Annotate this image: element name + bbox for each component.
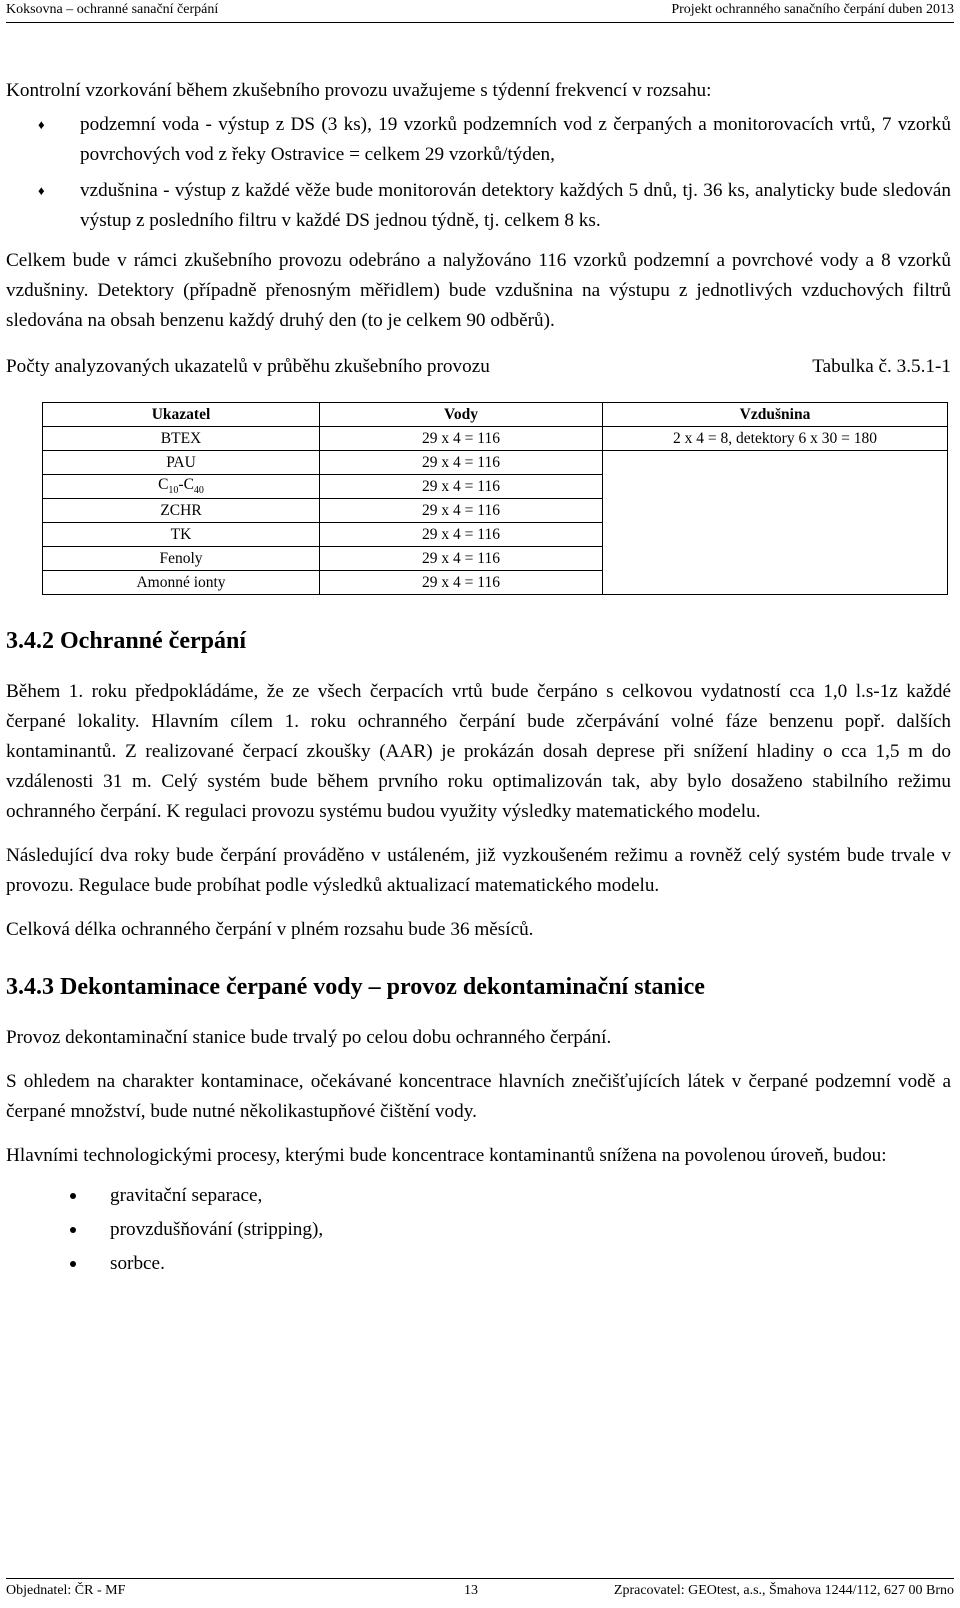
cell-vody: 29 x 4 = 116 [320,571,603,595]
bullet-dot-icon [70,1193,76,1199]
cell-vody: 29 x 4 = 116 [320,451,603,475]
footer-processor: Zpracovatel: GEOtest, a.s., Šmahova 1244/112, 627 00 Brno [613,1583,954,1598]
list-item: provzdušňování (stripping), [6,1213,951,1247]
cell-vzdusnina [603,475,948,499]
cell-ukazatel: Fenoly [43,547,320,571]
section-heading-343: 3.4.3 Dekontaminace čerpané vody – provoz dekontaminační stanice [6,974,705,1000]
table-caption [6,352,951,382]
process-list [6,1179,951,1281]
bullet-text: podzemní voda - výstup z DS (3 ks), 19 vzorků podzemních vod z čerpaných a monitorovacích vrtů, 7 vzorků povrchových vod z řeky Ostravice = celkem 29 vzorků/týden, [80,114,951,165]
table-row [43,451,948,475]
section-342-paragraph: Během 1. roku předpokládáme, že ze všech čerpacích vrtů bude čerpáno s celkovou vydatností cca 1,0 l.s-1z každé čerpané lokality. Hlavním cílem 1. roku ochranného čerpání bude zčerpávání volné fáze benzenu popř. dalších kontaminantů. Z realizované čerpací zkoušky (AAR) je prokázán dosah deprese při snížení hladiny o cca 1,5 m do vzdálenosti 31 m. Celý systém bude během prvního roku optimalizován tak, aby bylo dosaženo stabilního režimu ochranného čerpání. K regulaci provozu systému budou využity výsledky matematického modelu. [6,681,951,822]
cell-vody: 29 x 4 = 116 [320,499,603,523]
bullet-dot-icon [70,1227,76,1233]
diamond-bullet-icon: ♦ [38,117,45,132]
cell-vzdusnina: 2 x 4 = 8, detektory 6 x 30 = 180 [603,427,948,451]
section-342-paragraph: Celková délka ochranného čerpání v plném rozsahu bude 36 měsíců. [6,919,534,940]
cell-vzdusnina [603,547,948,571]
table-row [43,571,948,595]
cell-ukazatel: $C_{10}-C_{40}$ [43,475,320,499]
analysis-table [42,402,948,595]
section-343-paragraph: S ohledem na charakter kontaminace, očekávané koncentrace hlavních znečišťujících látek v čerpané podzemní vodě a čerpané množství, bude nutné několikastupňové čištění vody. [6,1071,951,1122]
page-number: 13 [464,1583,478,1598]
section-343-paragraph: Hlavními technologickými procesy, kterými bude koncentrace kontaminantů snížena na povolenou úroveň, budou: [6,1145,887,1166]
column-header: Vody [320,403,603,427]
table-row [43,427,948,451]
bullet-item [6,176,951,236]
bullet-text: vzdušnina - výstup z každé věže bude monitorován detektory každých 5 dnů, tj. 36 ks, analyticky bude sledován výstup z posledního filtru v každé DS jednou týdně, tj. celkem 8 ks. [80,180,951,231]
table-header-row [43,403,948,427]
cell-ukazatel: PAU [43,451,320,475]
page-content [6,76,951,1281]
table-row [43,523,948,547]
header-right: Projekt ochranného sanačního čerpání duben 2013 [671,2,954,17]
diamond-bullet-icon: ♦ [38,183,45,198]
section-343-paragraph: Provoz dekontaminační stanice bude trvalý po celou dobu ochranného čerpání. [6,1027,612,1048]
cell-vzdusnina [603,499,948,523]
page-header [6,0,954,23]
cell-ukazatel: TK [43,523,320,547]
cell-vzdusnina [603,571,948,595]
table-row [43,547,948,571]
cell-vody: 29 x 4 = 116 [320,475,603,499]
total-paragraph: Celkem bude v rámci zkušebního provozu odebráno a nalyžováno 116 vzorků podzemní a povrchové vody a 8 vzorků vzdušniny. Detektory (případně přenosným měřidlem) bude vzdušnina na výstupu z jednotlivých vzduchových filtrů sledována na obsah benzenu každý druhý den (to je celkem 90 odběrů). [6,250,951,331]
cell-ukazatel: Amonné ionty [43,571,320,595]
header-left: Koksovna – ochranné sanační čerpání [6,2,219,17]
table-caption-number: Tabulka č. 3.5.1-1 [812,356,951,377]
list-item: sorbce. [6,1247,951,1281]
list-item: gravitační separace, [6,1179,951,1213]
bullet-dot-icon [70,1261,76,1267]
footer-client: Objednatel: ČR - MF [6,1583,126,1598]
cell-ukazatel: ZCHR [43,499,320,523]
bullet-item [6,110,951,170]
section-heading-342: 3.4.2 Ochranné čerpání [6,628,246,654]
cell-vzdusnina [603,451,948,475]
cell-ukazatel: BTEX [43,427,320,451]
cell-vody: 29 x 4 = 116 [320,523,603,547]
table-row [43,499,948,523]
column-header: Vzdušnina [603,403,948,427]
table-row [43,475,948,499]
cell-vzdusnina [603,523,948,547]
cell-vody: 29 x 4 = 116 [320,547,603,571]
column-header: Ukazatel [43,403,320,427]
table-caption-title: Počty analyzovaných ukazatelů v průběhu zkušebního provozu [6,356,490,377]
intro-paragraph: Kontrolní vzorkování během zkušebního provozu uvažujeme s týdenní frekvencí v rozsahu: [6,80,712,101]
section-342-paragraph: Následující dva roky bude čerpání prováděno v ustáleném, již vyzkoušeném režimu a rovněž celý systém bude trvale v provozu. Regulace bude probíhat podle výsledků aktualizací matematického modelu. [6,845,951,896]
cell-vody: 29 x 4 = 116 [320,427,603,451]
page-footer [6,1578,954,1601]
